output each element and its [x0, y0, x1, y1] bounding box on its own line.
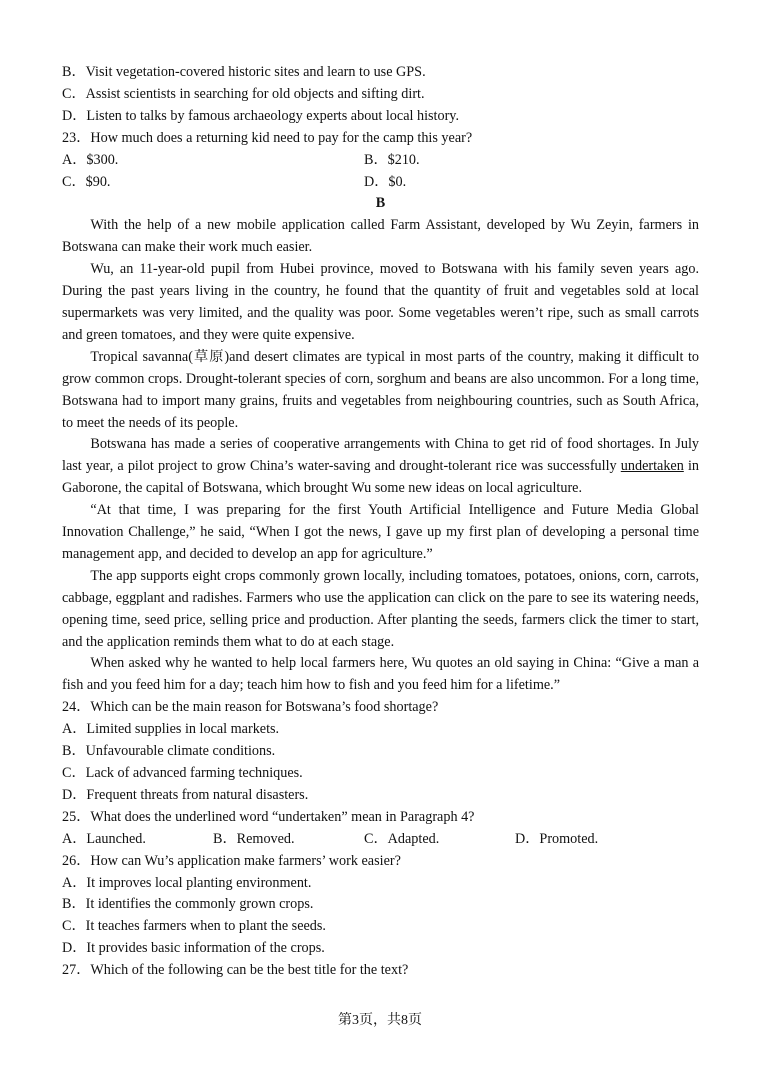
q25-option-a: A．Launched. — [62, 830, 146, 847]
q27-stem: 27．Which of the following can be the best title for the text? — [62, 962, 409, 979]
q23-stem: 23．How much does a returning kid need to pay for the camp this year? — [62, 129, 473, 146]
q24-option-d: D．Frequent threats from natural disasters. — [62, 786, 309, 803]
q25-option-c: C．Adapted. — [364, 830, 440, 847]
q26-stem: 26．How can Wu’s application make farmers’ work easier? — [62, 852, 401, 869]
exam-page — [62, 62, 699, 982]
q22-option-c: C．Assist scientists in searching for old objects and sifting dirt. — [62, 85, 425, 102]
q25-option-b: B．Removed. — [213, 830, 295, 847]
q22-option-d: D．Listen to talks by famous archaeology experts about local history. — [62, 107, 460, 124]
q25-option-d: D．Promoted. — [515, 830, 599, 847]
q26-option-a: A．It improves local planting environment. — [62, 874, 312, 891]
passage-paragraph-3: Tropical savanna(草原)and desert climates are typical in most parts of the country, making it difficult to grow common crops. Drought-tolerant species of corn, sorghum and beans are also uncommon. For a long time, Botswana had to import many grains, fruits and vegetables from neighbouring countries, such as South Africa, to meet the needs of its people. — [62, 348, 699, 431]
q22-option-b: B．Visit vegetation-covered historic sites and learn to use GPS. — [62, 64, 426, 80]
q24-option-a: A．Limited supplies in local markets. — [62, 721, 280, 738]
q23-options-row-1 — [62, 150, 699, 172]
passage-paragraph-4 — [62, 434, 699, 500]
section-b-heading: B — [375, 195, 386, 212]
q26-option-c: C．It teaches farmers when to plant the seeds. — [62, 918, 326, 935]
q26-option-d: D．It provides basic information of the crops. — [62, 940, 325, 957]
q24-option-b: B．Unfavourable climate conditions. — [62, 743, 276, 760]
paragraph-4-text-after: in Gaborone, the capital of Botswana, which brought Wu some new ideas on local agriculture. — [62, 458, 699, 497]
passage-paragraph-2: Wu, an 11-year-old pupil from Hubei province, moved to Botswana with his family seven years ago. During the past years living in the country, he found that the quantity of fruit and vegetables sold at local supermarkets was very limited, and the quality was poor. Some vegetables weren’t ripe, such as small carrots and green tomatoes, and they were quite expensive. — [62, 261, 699, 343]
passage-paragraph-5: “At that time, I was preparing for the first Youth Artificial Intelligence and Future Media Global Innovation Challenge,” he said, “When I got the news, I gave up my first plan of developing a personal time management app, and decided to develop an app for agriculture.” — [62, 502, 699, 562]
q23-option-b: B．$210. — [364, 151, 420, 168]
passage-paragraph-7: When asked why he wanted to help local farmers here, Wu quotes an old saying in China: “Give a man a fish and you feed him for a day; teach him how to fish and you feed him for a lifetime.” — [62, 655, 699, 694]
paragraph-4-text-before: Botswana has made a series of cooperative arrangements with China to get rid of food shortages. In July last year, a pilot project to grow China’s water-saving and drought-tolerant rice was successfully — [62, 436, 699, 475]
q23-option-c: C．$90. — [62, 173, 111, 190]
q25-options-row — [62, 829, 699, 851]
underlined-word: undertaken — [620, 458, 684, 475]
q24-option-c: C．Lack of advanced farming techniques. — [62, 765, 303, 781]
q23-option-a: A．$300. — [62, 151, 119, 168]
passage-paragraph-6: The app supports eight crops commonly grown locally, including tomatoes, potatoes, onions, corn, carrots, cabbage, eggplant and radishes. Farmers who use the application can click on the pare to see its watering needs, opening time, seed price, selling price and production. After planting the seeds, farmers click the timer to start, and the application reminds them what to do at each stage. — [62, 567, 699, 650]
q23-options-row-2 — [62, 172, 699, 194]
q23-option-d: D．$0. — [364, 173, 407, 190]
passage-paragraph-1: With the help of a new mobile application called Farm Assistant, developed by Wu Zeyin, farmers in Botswana can make their work much easier. — [62, 217, 699, 256]
q24-stem: 24．Which can be the main reason for Botswana’s food shortage? — [62, 699, 439, 716]
q25-stem: 25．What does the underlined word “undertaken” mean in Paragraph 4? — [62, 808, 475, 825]
page-footer: 第3页，共8页 — [338, 1013, 422, 1028]
q26-option-b: B．It identifies the commonly grown crops. — [62, 896, 314, 913]
